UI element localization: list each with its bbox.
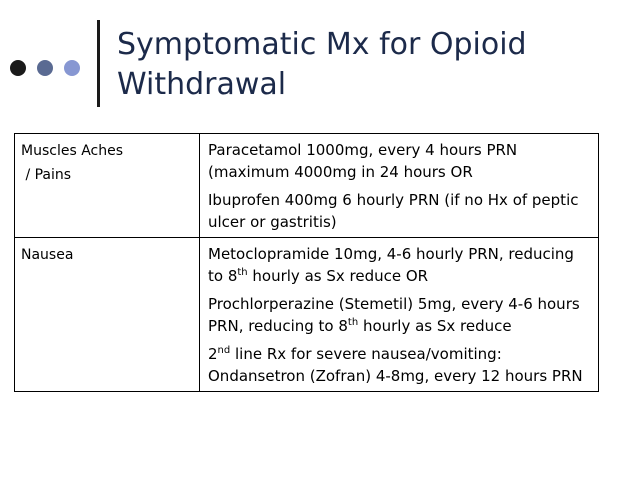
- treatment-paragraph: [208, 293, 592, 337]
- text-run: Metoclopramide 10mg, 4-6 hourly PRN, reducing to 8: [208, 245, 574, 285]
- superscript: nd: [217, 345, 231, 356]
- text-run: hourly as Sx reduce: [358, 317, 512, 335]
- table-row: [15, 134, 599, 238]
- text-run: 2: [208, 345, 218, 363]
- treatment-paragraph: [208, 343, 592, 387]
- treatment-table: [14, 133, 599, 392]
- symptom-cell: [15, 134, 200, 238]
- treatment-paragraph: Paracetamol 1000mg, every 4 hours PRN (maximum 4000mg in 24 hours OR: [208, 141, 518, 181]
- treatment-paragraph: Ibuprofen 400mg 6 hourly PRN (if no Hx of peptic ulcer or gastritis): [208, 191, 579, 231]
- title-divider-line: [97, 20, 100, 107]
- symptom-label: Nausea: [21, 247, 74, 263]
- slide-bullet-dots: [10, 60, 80, 76]
- slide-title: [117, 25, 627, 105]
- symptom-label-line-2: / Pains: [21, 167, 72, 183]
- treatment-paragraph: [208, 243, 592, 287]
- table-row: [15, 238, 599, 392]
- dot-medium: [37, 60, 53, 76]
- symptom-cell: [15, 238, 200, 392]
- slide-title-line-1: Symptomatic Mx for Opioid: [117, 27, 527, 62]
- slide-title-line-2: Withdrawal: [117, 67, 287, 102]
- treatment-cell: [200, 134, 599, 238]
- dot-light: [64, 60, 80, 76]
- text-run: hourly as Sx reduce OR: [247, 267, 429, 285]
- dot-dark: [10, 60, 26, 76]
- text-run: Prochlorperazine (Stemetil) 5mg, every 4-6 hours PRN, reducing to 8: [208, 295, 580, 335]
- superscript: th: [347, 317, 359, 328]
- superscript: th: [237, 267, 248, 278]
- text-run: line Rx for severe nausea/vomiting: Ondansetron (Zofran) 4-8mg, every 12 hours PRN: [208, 345, 583, 385]
- treatment-cell: [200, 238, 599, 392]
- symptom-label-line-1: Muscles Aches: [21, 143, 123, 159]
